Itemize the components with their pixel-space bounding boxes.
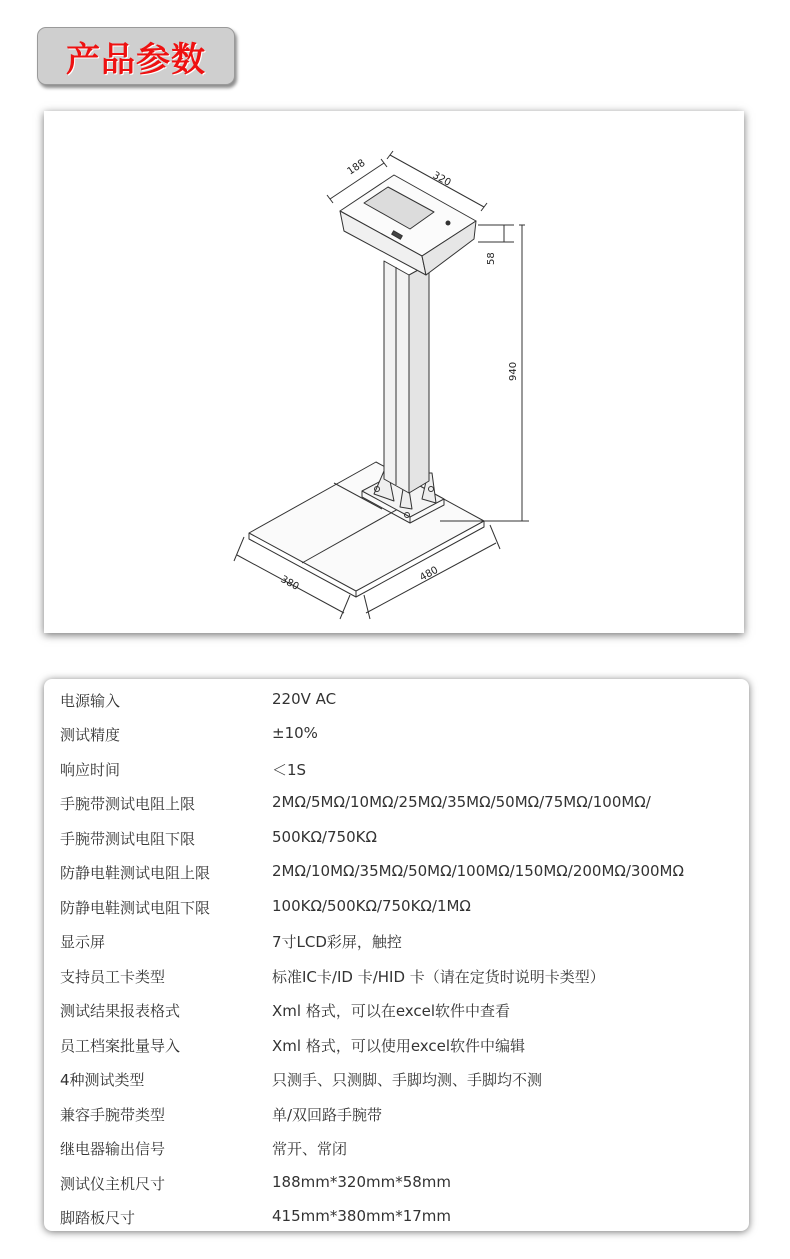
section-title-box <box>37 27 235 85</box>
product-drawing-panel <box>44 111 744 633</box>
spec-label: 员工档案批量导入 <box>60 1037 181 1055</box>
spec-value: 2MΩ/5MΩ/10MΩ/25MΩ/35MΩ/50MΩ/75MΩ/100MΩ/ <box>272 793 651 811</box>
spec-label: 显示屏 <box>60 933 106 951</box>
spec-row <box>44 1131 749 1165</box>
spec-value: 常开、常闭 <box>272 1140 348 1158</box>
dim-pole-height: 940 <box>508 361 519 381</box>
spec-row <box>44 993 749 1027</box>
spec-value: 7寸LCD彩屏，触控 <box>272 933 402 951</box>
spec-value: 100KΩ/500KΩ/750KΩ/1MΩ <box>272 897 471 915</box>
spec-value: 220V AC <box>272 690 337 708</box>
spec-label: 电源输入 <box>60 692 121 710</box>
spec-label: 防静电鞋测试电阻下限 <box>60 899 211 917</box>
spec-row <box>44 1028 749 1062</box>
spec-label: 脚踏板尺寸 <box>60 1209 136 1227</box>
spec-row <box>44 717 749 751</box>
spec-value: 500KΩ/750KΩ <box>272 828 377 846</box>
spec-value: 标准IC卡/ID 卡/HID 卡（请在定货时说明卡类型） <box>272 968 605 986</box>
spec-label: 支持员工卡类型 <box>60 968 166 986</box>
spec-label: 防静电鞋测试电阻上限 <box>60 864 211 882</box>
spec-row <box>44 959 749 993</box>
spec-value: 2MΩ/10MΩ/35MΩ/50MΩ/100MΩ/150MΩ/200MΩ/300MΩ <box>272 862 684 880</box>
spec-row <box>44 1166 749 1200</box>
spec-value: 单/双回路手腕带 <box>272 1106 383 1124</box>
spec-row <box>44 1062 749 1096</box>
spec-row <box>44 890 749 924</box>
spec-label: 测试仪主机尺寸 <box>60 1175 166 1193</box>
section-title: 产品参数 <box>66 39 206 80</box>
pole-side <box>409 264 429 493</box>
spec-row <box>44 1200 749 1234</box>
spec-label: 4种测试类型 <box>60 1071 145 1089</box>
spec-value: 188mm*320mm*58mm <box>272 1173 452 1191</box>
spec-row <box>44 683 749 717</box>
spec-table <box>44 679 749 1231</box>
dim-base-depth: 380 <box>278 574 301 593</box>
spec-row <box>44 924 749 958</box>
spec-label: 手腕带测试电阻上限 <box>60 795 196 813</box>
spec-label: 测试结果报表格式 <box>60 1002 181 1020</box>
spec-label: 响应时间 <box>60 761 121 779</box>
product-technical-drawing <box>44 111 744 633</box>
spec-value: 只测手、只测脚、手脚均测、手脚均不测 <box>272 1071 543 1089</box>
spec-row <box>44 821 749 855</box>
spec-label: 兼容手腕带类型 <box>60 1106 166 1124</box>
spec-value: 415mm*380mm*17mm <box>272 1207 452 1225</box>
dim-depth-head: 188 <box>345 157 368 178</box>
dim-base-width: 480 <box>418 564 441 584</box>
spec-label: 继电器输出信号 <box>60 1140 166 1158</box>
spec-row <box>44 752 749 786</box>
spec-value: ±10% <box>272 724 318 742</box>
spec-value: ＜1S <box>272 761 307 779</box>
spec-row <box>44 855 749 889</box>
dim-height-head: 58 <box>486 252 497 265</box>
spec-row <box>44 1097 749 1131</box>
spec-row <box>44 786 749 820</box>
dim-width-head: 320 <box>430 170 453 189</box>
spec-value: Xml 格式，可以在excel软件中查看 <box>272 1002 511 1020</box>
spec-value: Xml 格式，可以使用excel软件中编辑 <box>272 1037 526 1055</box>
spec-label: 手腕带测试电阻下限 <box>60 830 196 848</box>
spec-label: 测试精度 <box>60 726 121 744</box>
